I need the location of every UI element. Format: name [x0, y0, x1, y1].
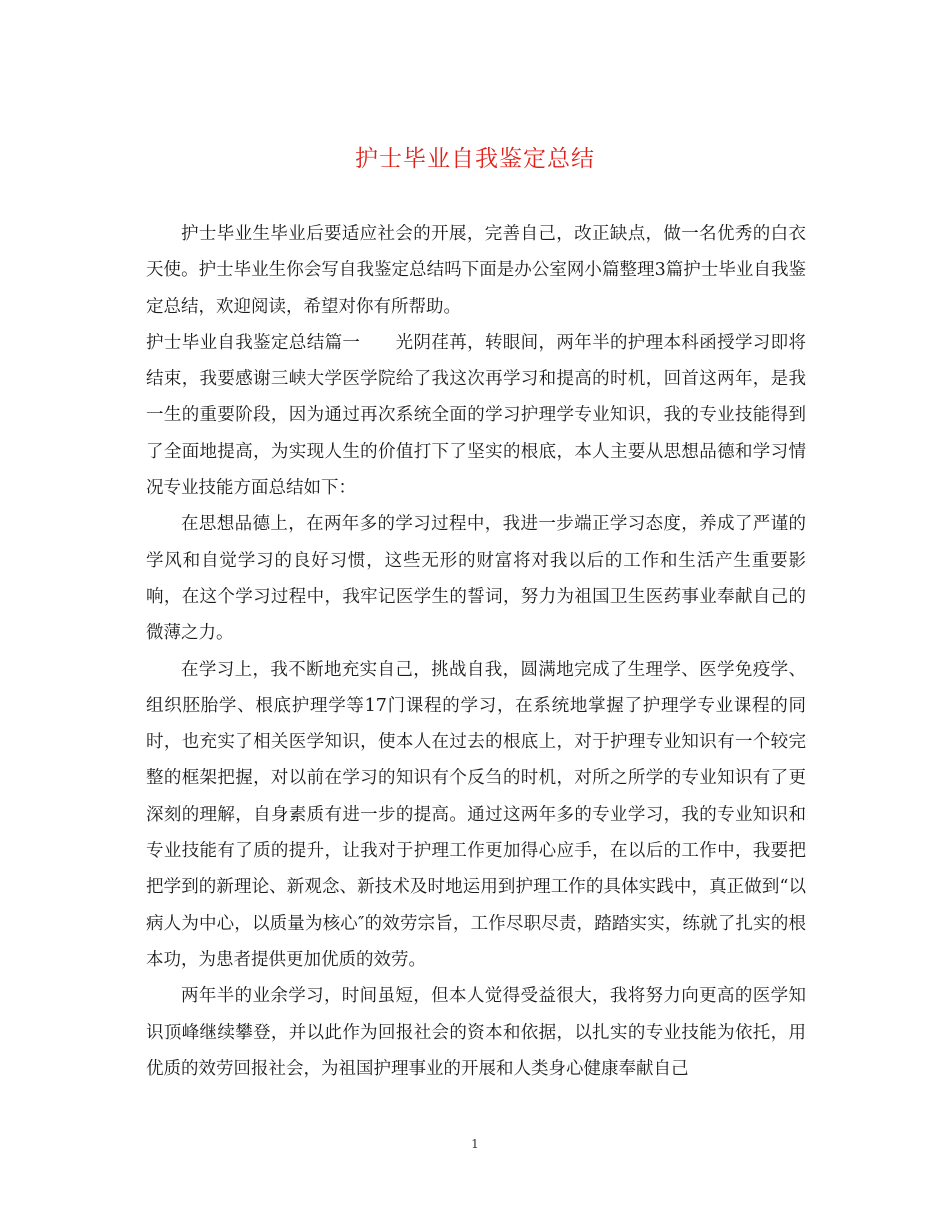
- closing-paragraph: 两年半的业余学习，时间虽短，但本人觉得受益很大，我将努力向更高的医学知识顶峰继续攀登，并以此作为回报社会的资本和依据，以扎实的专业技能为依托，用优质的效劳回报社会，为祖国护理事业的开展和人类身心健康奉献自己: [146, 986, 806, 1079]
- page-number: 1: [471, 1137, 479, 1151]
- intro-paragraph: 护士毕业生毕业后要适应社会的开展，完善自己，改正缺点，做一名优秀的白衣天使。护士毕业生你会写自我鉴定总结吗下面是办公室网小篇整理3篇护士毕业自我鉴定总结，欢迎阅读，希望对你有所帮助。: [146, 224, 806, 317]
- document-title: 护士毕业自我鉴定总结: [355, 146, 595, 172]
- document-body: [146, 216, 806, 1087]
- study-paragraph: 在学习上，我不断地充实自己，挑战自我，圆满地完成了生理学、医学免疫学、组织胚胎学、根底护理学等17门课程的学习，在系统地掌握了护理学专业课程的同时，也充实了相关医学知识，使本人在过去的根底上，对于护理专业知识有一个较完整的框架把握，对以前在学习的知识有个反刍的时机，对所之所学的专业知识有了更深刻的理解，自身素质有进一步的提高。通过这两年多的专业学习，我的专业知识和专业技能有了质的提升，让我对于护理工作更加得心应手，在以后的工作中，我要把把学到的新理论、新观念、新技术及时地运用到护理工作的具体实践中，真正做到“以病人为中心，以质量为核心″的效劳宗旨，工作尽职尽责，踏踏实实，练就了扎实的根本功，为患者提供更加优质的效劳。: [146, 659, 806, 970]
- section-text: 光阴荏苒，转眼间，两年半的护理本科函授学习即将结束，我要感谢三峡大学医学院给了我这次再学习和提高的时机，回首这两年，是我一生的重要阶段，因为通过再次系统全面的学习护理学专业知识，我的专业技能得到了全面地提高，为实现人生的价值打下了坚实的根底，本人主要从思想品德和学习情况专业技能方面总结如下：: [146, 332, 807, 499]
- ideology-paragraph: 在思想品德上，在两年多的学习过程中，我进一步端正学习态度，养成了严谨的学风和自觉学习的良好习惯，这些无形的财富将对我以后的工作和生活产生重要影响，在这个学习过程中，我牢记医学生的誓词，努力为祖国卫生医药事业奉献自己的微薄之力。: [146, 514, 806, 644]
- section-heading: 护士毕业自我鉴定总结篇一: [146, 332, 361, 353]
- section-paragraph: [146, 325, 806, 506]
